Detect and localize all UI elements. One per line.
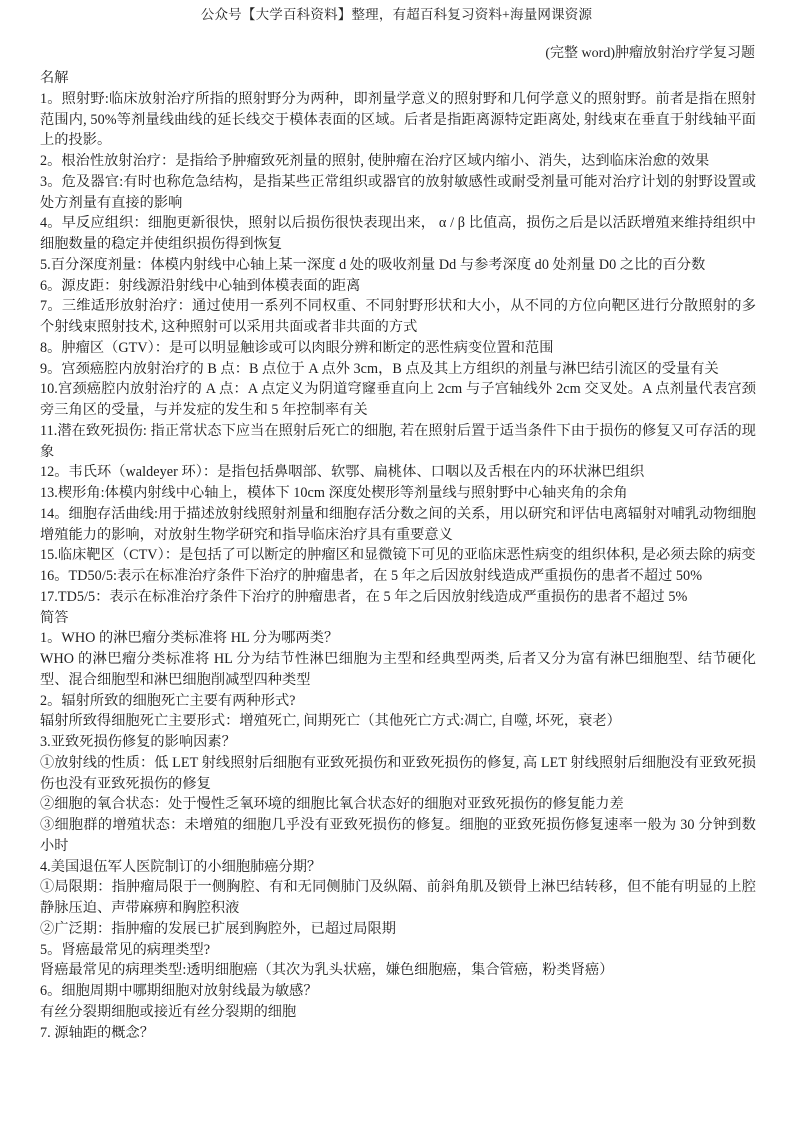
question-1: 1。WHO 的淋巴瘤分类标准将 HL 分为哪两类？: [40, 630, 339, 647]
term-item-11: 11.潜在致死损伤: 指正常状态下应当在照射后死亡的细胞, 若在照射后置于适当条件下由于损伤的修复又可存活的现象: [40, 422, 756, 460]
answer-4-item-2: ②广泛期：指肿瘤的发展已扩展到胸腔外，已超过局限期: [40, 920, 396, 937]
term-item-16: 16。TD50/5:表示在标准治疗条件下治疗的肿瘤患者，在 5 年之后因放射线造成严重损伤的患者不超过 50%: [40, 568, 703, 584]
term-item-7: 7。三维适形放射治疗：通过使用一系列不同权重、不同射野形状和大小，从不同的方位向靶区进行分散照射的多个射线束照射技术, 这种照射可以采用共面或者非共面的方式: [40, 298, 756, 335]
term-item-17: 17.TD5/5：表示在标准治疗条件下治疗的肿瘤患者，在 5 年之后因放射线造成严重损伤的患者不超过 5%: [40, 588, 688, 605]
term-item-2: 2。根治性放射治疗：是指给予肿瘤致死剂量的照射, 使肿瘤在治疗区域内缩小、消失，达到临床治愈的效果: [40, 153, 710, 169]
header-watermark: 公众号【大学百科资料】整理，有超百科复习资料+海量网课资源: [200, 7, 593, 22]
answer-3-item-3: ③细胞群的增殖状态：未增殖的细胞几乎没有亚致死损伤的修复。细胞的亚致死损伤修复速率一般为 30 分钟到数小时: [40, 817, 756, 854]
question-2: 2。辐射所致的细胞死亡主要有两种形式?: [40, 692, 296, 709]
section-heading-short-answer: 简答: [40, 609, 69, 626]
document-title: (完整 word)肿瘤放射治疗学复习题: [545, 46, 755, 61]
term-item-5: 5.百分深度剂量：体模内射线中心轴上某一深度 d 处的吸收剂量 Dd 与参考深度 d0 处剂量 D0 之比的百分数: [40, 256, 706, 273]
term-item-1: 1。照射野:临床放射治疗所指的照射野分为两种，即剂量学意义的照射野和几何学意义的照射野。前者是指在照射范围内, 50%等剂量线曲线的延长线交于模体表面的区域。后者是指距离源特定距离处, 射线束在垂直于射线轴平面上的投影。: [40, 90, 756, 149]
answer-4-item-1: ①局限期：指肿瘤局限于一侧胸腔、有和无同侧肺门及纵隔、前斜角肌及锁骨上淋巴结转移，但不能有明显的上腔静脉压迫、声带麻痹和胸腔积液: [40, 879, 756, 916]
term-item-4: 4。早反应组织：细胞更新很快，照射以后损伤很快表现出来， α / β 比值高，损伤之后是以活跃增殖来维持组织中细胞数量的稳定并使组织损伤得到恢复: [40, 215, 756, 252]
term-item-6: 6。源皮距：射线源沿射线中心轴到体模表面的距离: [40, 277, 361, 294]
term-item-10: 10.宫颈癌腔内放射治疗的 A 点：A 点定义为阴道穹窿垂直向上 2cm 与子宫轴线外 2cm 交叉处。A 点剂量代表宫颈旁三角区的受量，与并发症的发生和 5 年控制率有关: [40, 381, 756, 418]
question-6: 6。细胞周期中哪期细胞对放射线最为敏感？: [40, 983, 318, 999]
term-item-3: 3。危及器官:有时也称危急结构，是指某些正常组织或器官的放射敏感性或耐受剂量可能对治疗计划的射野设置或处方剂量有直接的影响: [40, 173, 756, 211]
term-item-14: 14。细胞存活曲线:用于描述放射线照射剂量和细胞存活分数之间的关系，用以研究和评估电离辐射对哺乳动物细胞增殖能力的影响，对放射生物学研究和指导临床治疗具有重要意义: [40, 505, 756, 543]
term-item-9: 9。宫颈癌腔内放射治疗的 B 点：B 点位于 A 点外 3cm，B 点及其上方组织的剂量与淋巴结引流区的受量有关: [40, 360, 719, 377]
question-4: 4.美国退伍军人医院制订的小细胞肺癌分期？: [40, 858, 322, 875]
question-5: 5。肾癌最常见的病理类型?: [40, 941, 211, 958]
term-item-12: 12。韦氏环（waldeyer 环）：是指包括鼻咽部、软鄂、扁桃体、口咽以及舌根在内的环状淋巴组织: [40, 464, 645, 481]
document-body: [40, 68, 756, 1043]
answer-5: 肾癌最常见的病理类型:透明细胞癌（其次为乳头状癌，嫌色细胞癌，集合管癌，粉类肾癌）: [40, 962, 614, 979]
term-item-15: 15.临床靶区（CTV）：是包括了可以断定的肿瘤区和显微镜下可见的亚临床恶性病变的组织体积, 是必须去除的病变: [40, 547, 756, 564]
answer-3-item-1: ①放射线的性质：低 LET 射线照射后细胞有亚致死损伤和亚致死损伤的修复, 高 LET 射线照射后细胞没有亚致死损伤也没有亚致死损伤的修复: [40, 754, 756, 792]
answer-6: 有丝分裂期细胞或接近有丝分裂期的细胞: [40, 1003, 297, 1020]
question-3: 3.亚致死损伤修复的影响因素？: [40, 734, 236, 750]
section-heading-terms: 名解: [40, 70, 69, 86]
answer-3-item-2: ②细胞的氧合状态：处于慢性乏氧环境的细胞比氧合状态好的细胞对亚致死损伤的修复能力差: [40, 796, 624, 813]
answer-2: 辐射所致得细胞死亡主要形式：增殖死亡, 间期死亡（其他死亡方式:凋亡, 自噬, 坏死，衰老）: [40, 713, 621, 730]
term-item-13: 13.楔形角:体模内射线中心轴上，模体下 10cm 深度处楔形等剂量线与照射野中心轴夹角的余角: [40, 485, 628, 501]
question-7: 7. 源轴距的概念？: [40, 1024, 155, 1041]
term-item-8: 8。肿瘤区（GTV）：是可以明显触诊或可以肉眼分辨和断定的恶性病变位置和范围: [40, 339, 554, 356]
answer-1: WHO 的淋巴瘤分类标准将 HL 分为结节性淋巴细胞为主型和经典型两类, 后者又分为富有淋巴细胞型、结节硬化型、混合细胞型和淋巴细胞削减型四种类型: [40, 651, 756, 688]
